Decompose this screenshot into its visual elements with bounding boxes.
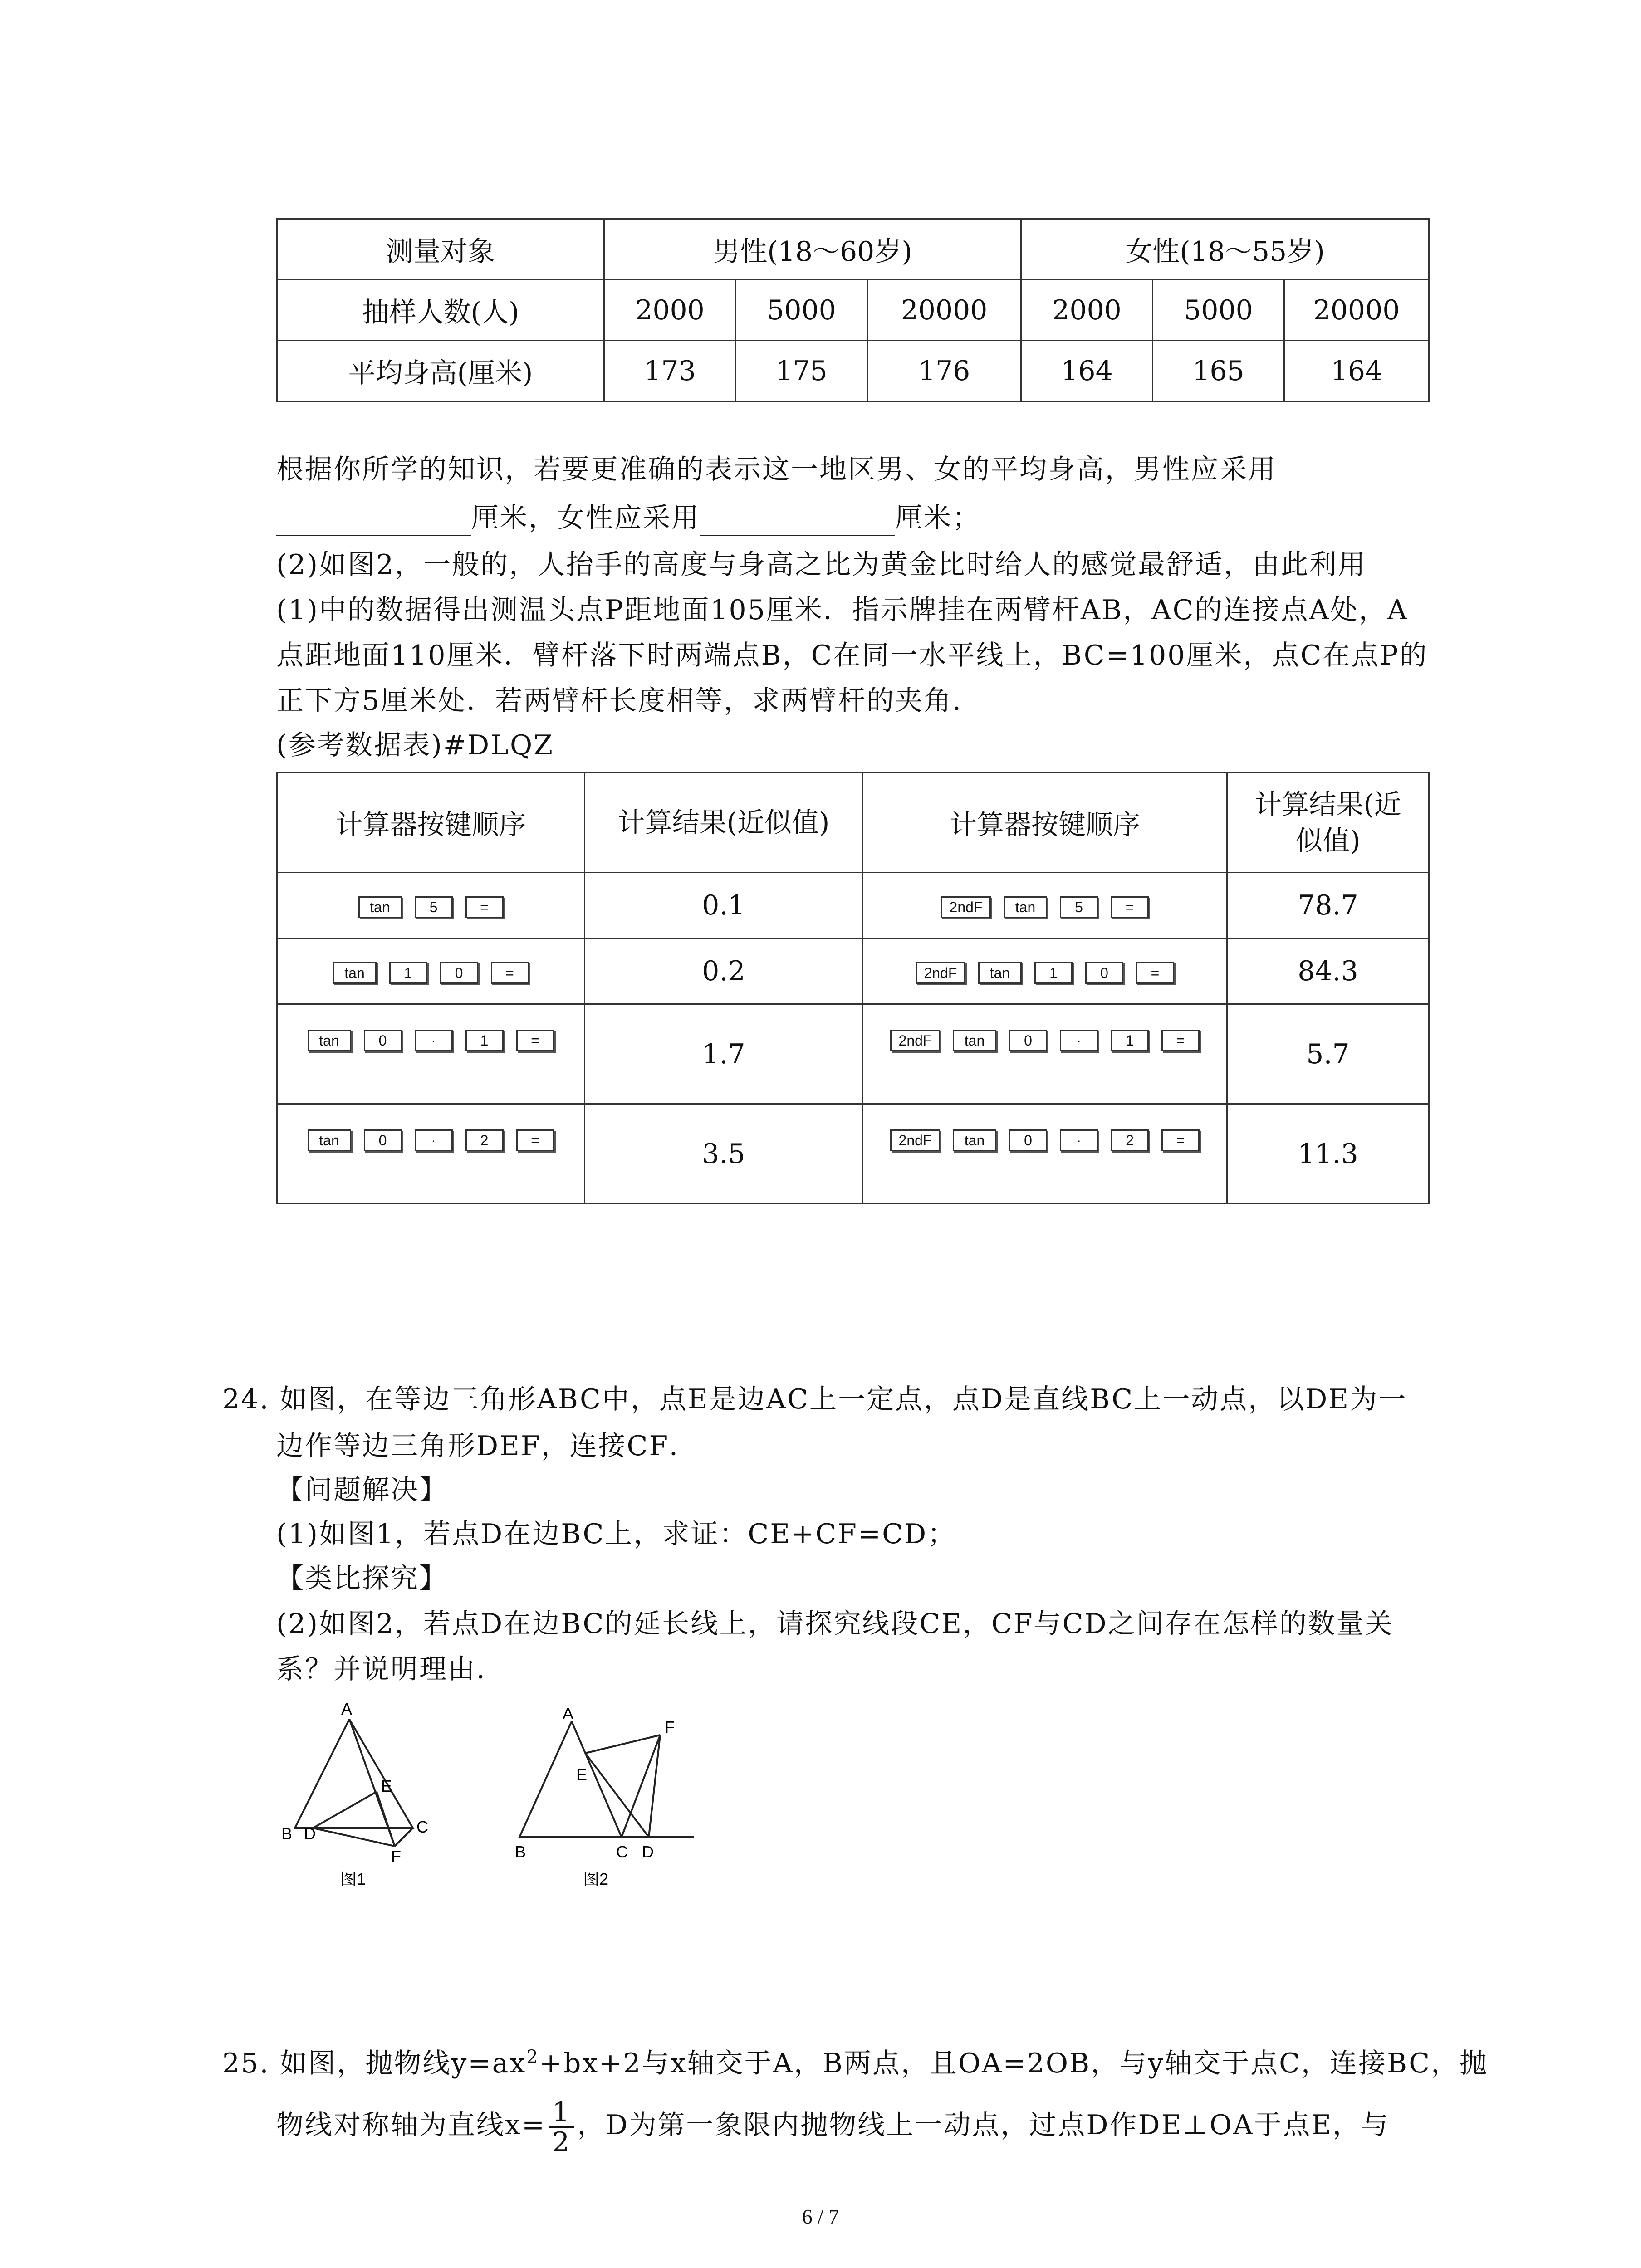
key-tan: tan [953,1030,996,1051]
row-label: 平均身高(厘米) [277,341,604,401]
q25-line1-text: 25. 如图，抛物线y=ax [222,2048,527,2079]
label-a: A [563,1704,574,1723]
answer-blank-female[interactable] [700,508,895,536]
q25-line2-rest: ，D为第一象限内抛物线上一动点，过点D作DE⊥OA于点E，与 [577,2109,1390,2141]
result-cell: 78.7 [1227,873,1429,938]
q23-line2 [276,500,981,536]
key-equals: = [465,896,504,918]
table-header-cell: 计算器按键顺序 [277,773,585,873]
exponent: 2 [526,2047,539,2068]
key-decimal: · [1060,1129,1098,1151]
key-sequence-cell [863,938,1227,1004]
key-2ndf: 2ndF [890,1030,940,1051]
fraction-one-half [549,2097,574,2157]
key-digit: 1 [389,962,427,984]
q25-line1-rest: +bx+2与x轴交于A，B两点，且OA=2OB，与y轴交于点C，连接BC，抛 [539,2048,1489,2079]
key-equals: = [1111,896,1149,918]
q23-line2-text: 厘米，女性应采用 [471,502,700,534]
key-digit: 0 [1009,1129,1047,1151]
q23-line6: 正下方5厘米处．若两臂杆长度相等，求两臂杆的夹角． [276,685,981,717]
table-header-cell: 计算结果(近似值) [1227,773,1429,873]
key-sequence-cell [863,873,1227,938]
page-number: 6 / 7 [802,2205,839,2228]
key-tan: tan [1004,896,1047,918]
q24-line1: 24. 如图，在等边三角形ABC中，点E是边AC上一定点，点D是直线BC上一动点，以DE为一 [222,1383,1407,1415]
result-cell: 0.1 [585,873,863,938]
fraction-numerator: 1 [549,2097,574,2128]
table-header-cell: 测量对象 [277,219,604,280]
key-digit: 5 [415,896,453,918]
fraction-denominator: 2 [552,2126,571,2158]
q23-line2-end: 厘米； [895,502,981,534]
key-tan: tan [333,962,377,984]
result-cell: 1.7 [585,1004,863,1104]
q24-line5: 【类比探究】 [276,1563,448,1594]
label-f: F [665,1718,675,1736]
q25-line1 [222,2039,1488,2082]
key-digit: 5 [1060,896,1098,918]
q23-line7: (参考数据表)#DLQZ [276,729,554,761]
table-cell: 176 [867,341,1021,401]
table-cell: 5000 [736,280,867,341]
key-decimal: · [415,1129,453,1151]
key-2ndf: 2ndF [890,1129,940,1151]
key-equals: = [1136,962,1174,984]
key-sequence-cell [863,1004,1227,1104]
key-sequence-cell [277,873,585,938]
figure-2 [504,1701,712,1892]
table-header-cell: 男性(18～60岁) [604,219,1021,280]
label-c: C [616,1843,628,1861]
table-cell: 20000 [1284,280,1429,341]
key-digit: 2 [1111,1129,1149,1151]
result-cell: 3.5 [585,1104,863,1204]
row-label: 抽样人数(人) [277,280,604,341]
key-digit: 1 [465,1030,504,1051]
height-table [276,218,1430,402]
key-digit: 2 [465,1129,504,1151]
q23-line5: 点距地面110厘米．臂杆落下时两端点B，C在同一水平线上，BC=100厘米，点C在点P的 [276,640,1428,671]
table-cell: 164 [1021,341,1153,401]
key-decimal: · [415,1030,453,1051]
key-digit: 0 [440,962,478,984]
table-cell: 5000 [1153,280,1284,341]
table-cell: 165 [1153,341,1284,401]
key-equals: = [491,962,529,984]
key-digit: 0 [364,1030,402,1051]
q24-line2: 边作等边三角形DEF，连接CF． [276,1430,698,1462]
figure-caption: 图2 [583,1870,609,1888]
table-cell: 20000 [867,280,1021,341]
table-cell: 164 [1284,341,1429,401]
result-cell: 11.3 [1227,1104,1429,1204]
table-cell: 175 [736,341,867,401]
key-equals: = [516,1030,554,1051]
q24-line6: (2)如图2，若点D在边BC的延长线上，请探究线段CE，CF与CD之间存在怎样的数量关 [276,1608,1394,1640]
key-tan: tan [308,1030,351,1051]
figure-1 [272,1701,445,1892]
table-header-cell: 女性(18～55岁) [1021,219,1429,280]
table-header-cell: 计算结果(近似值) [585,773,863,873]
label-e: E [381,1777,392,1795]
key-sequence-cell [277,1004,585,1104]
figure-caption: 图1 [340,1870,366,1888]
table-cell: 2000 [604,280,736,341]
label-b: B [515,1843,526,1861]
key-digit: 1 [1034,962,1073,984]
key-tan: tan [358,896,402,918]
label-e: E [576,1765,588,1784]
key-sequence-cell [277,938,585,1004]
label-f: F [391,1847,401,1866]
q25-line2-text: 物线对称轴为直线x= [276,2109,546,2141]
key-2ndf: 2ndF [941,896,991,918]
label-a: A [341,1701,353,1718]
label-d: D [304,1824,316,1843]
q23-line4: (1)中的数据得出测温头点P距地面105厘米．指示牌挂在两臂杆AB，AC的连接点A处，A [276,594,1409,626]
key-decimal: · [1060,1030,1098,1051]
key-sequence-cell [863,1104,1227,1204]
q23-line1: 根据你所学的知识，若要更准确的表示这一地区男、女的平均身高，男性应采用 [276,454,1277,485]
q24-line4: (1)如图1，若点D在边BC上，求证：CE+CF=CD； [276,1518,956,1550]
key-equals: = [516,1129,554,1151]
key-digit: 0 [1085,962,1123,984]
q24-line7: 系？并说明理由． [276,1653,505,1685]
key-equals: = [1161,1129,1200,1151]
key-2ndf: 2ndF [916,962,965,984]
key-tan: tan [978,962,1022,984]
key-sequence-cell [277,1104,585,1204]
key-digit: 1 [1111,1030,1149,1051]
key-digit: 0 [364,1129,402,1151]
q24-line3: 【问题解决】 [276,1474,448,1506]
key-equals: = [1161,1030,1200,1051]
q23-line3: (2)如图2，一般的，人抬手的高度与身高之比为黄金比时给人的感觉最舒适，由此利用 [276,549,1367,581]
table-cell: 173 [604,341,736,401]
result-cell: 84.3 [1227,938,1429,1004]
calculator-table [276,772,1430,1204]
key-tan: tan [953,1129,996,1151]
label-b: B [281,1824,293,1843]
table-header-cell: 计算器按键顺序 [863,773,1227,873]
key-digit: 0 [1009,1030,1047,1051]
label-d: D [642,1843,654,1861]
result-cell: 5.7 [1227,1004,1429,1104]
label-c: C [416,1818,428,1836]
answer-blank-male[interactable] [276,508,471,536]
table-cell: 2000 [1021,280,1153,341]
q25-line2 [276,2096,1390,2157]
key-tan: tan [308,1129,351,1151]
result-cell: 0.2 [585,938,863,1004]
